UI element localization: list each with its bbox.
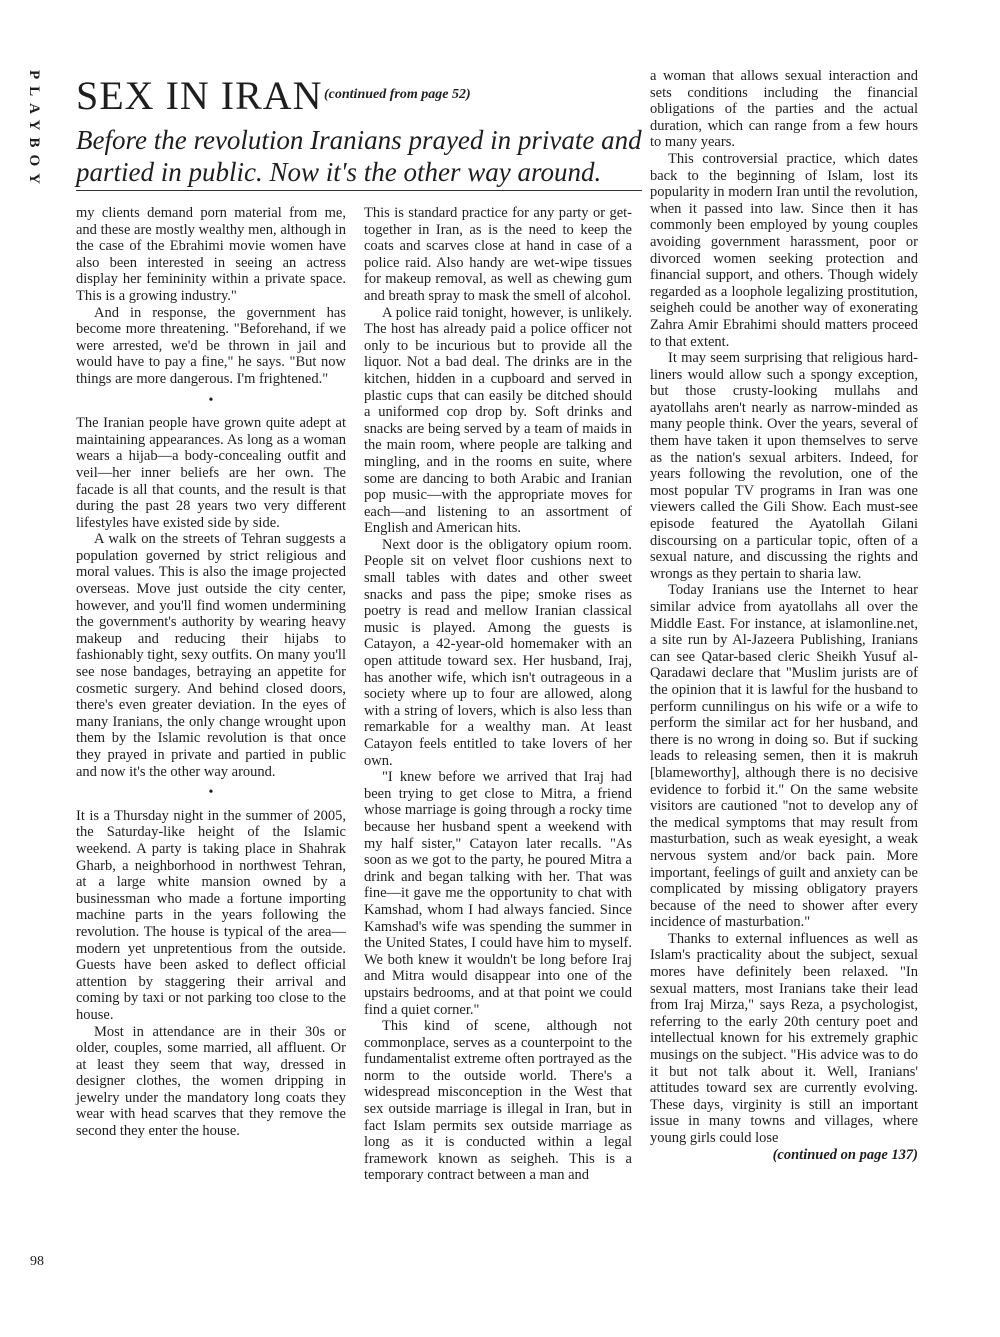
magazine-sidebar (24, 70, 44, 220)
column-1 (76, 205, 346, 1140)
article-deck: Before the revolution Iranians prayed in private and partied in public. Now it's the other way around. (76, 125, 642, 187)
paragraph: It may seem surprising that religious hard-liners would allow such a spongy exception, but those crusty-looking mullahs and ayatollahs aren't nearly as narrow-minded as many people think. Over the years, several of them have taken it upon themselves to serve as the nation's sexual arbiters. Indeed, for years following the revolution, one of the most popular TV programs in Iran was one viewers called the Gili Show. Each must-see episode featured the Ayatollah Gilani discoursing on a particular topic, often of a sexual nature, and discussing the rights and wrongs as they pertain to sharia law. (650, 350, 918, 582)
paragraph: A police raid tonight, however, is unlikely. The host has already paid a police officer not only to be incurious but to provide all the liquor. Not a bad deal. The drinks are in the kitchen, hidden in a cupboard and served in plastic cups that can easily be ditched should a uniformed cop drop by. Soft drinks and snacks are being served by a team of maids in the main room, where people are talking and mingling, and in the rooms en suite, where some are dancing to both Arabic and Iranian pop music—with the appropriate moves for each—and listening to an assortment of English and American hits. (364, 304, 632, 537)
column-3 (650, 68, 918, 1163)
section-separator: • (208, 785, 214, 801)
paragraph: Next door is the obligatory opium room. People sit on velvet floor cushions next to small tables with dates and other sweet snacks and pass the pipe; smoke rises as poetry is read and mellow Iranian classical music is played. Among the guests is Catayon, a 42-year-old homemaker with an open attitude toward sex. Her husband, Iraj, has another wife, which isn't outrageous in a society where up to four are allowed, along with a string of lovers, which is also less than remarkable for a wealthy man. At least Catayon feels entitled to take lovers of her own. (364, 536, 632, 769)
paragraph: Most in attendance are in their 30s or older, couples, some married, all affluent. Or at least they seem that way, dressed in designer clothes, the women dripping in jewelry under the mandatory long coats they wear with head scarves that they remove the second they enter the house. (76, 1023, 346, 1140)
paragraph: And in response, the government has become more threatening. "Beforehand, if we were arrested, we'd be thrown in jail and would have to pay a fine," he says. "But now things are more dangerous. I'm frightened." (76, 304, 346, 387)
continued-on-note: (continued on page 137) (772, 1146, 918, 1163)
paragraph: Thanks to external influences as well as Islam's practicality about the subject, sexual mores have definitely been relaxed. "In sexual matters, most Iranians take their lead from Iraj Mirza," says Reza, a psychologist, referring to the early 20th century poet and intellectual known for his extremely graphic musings on the subject. "His advice was to do it but not talk about it. Well, Iranians' attitudes toward sex are currently evolving. These days, virginity is still an important issue in many towns and villages, where young girls could lose (650, 930, 918, 1146)
paragraph: A walk on the streets of Tehran suggests a population governed by strict religious and moral values. This is also the image projected overseas. Move just outside the city center, however, and you'll find women undermining the government's authority by wearing heavy makeup and reducing their hijabs to fashionably tight, sexy outfits. On many you'll see nose bandages, betraying an appetite for cosmetic surgery. And behind closed doors, there's even greater deviation. In the eyes of many Iranians, the only change wrought upon them by the Islamic revolution is that once they prayed in private and partied in public and now it's the other way around. (76, 531, 346, 780)
paragraph: Today Iranians use the Internet to hear similar advice from ayatollahs all over the Middle East. For instance, at islamonline.net, a site run by Al-Jazeera Publishing, Iranians can see Qatar-based cleric Sheikh Yusuf al-Qaradawi declare that "Muslim jurists are of the opinion that it is lawful for the husband to perform cunnilingus on his wife or a wife to perform the similar act for her husband, and there is no wrong in doing so. But if sucking leads to releasing semen, then it is makruh [blameworthy], although there is no decisive evidence to forbid it." On the same website visitors are cautioned "not to develop any of the medical symptoms that may result from masturbation, such as weak eyesight, a weak nervous system and/or back pain. More important, feelings of guilt and anxiety can be complicated by missing obligatory prayers because of the need to shower after every incidence of masturbation." (650, 582, 918, 931)
paragraph: This controversial practice, which dates back to the beginning of Islam, lost its popularity in modern Iran until the revolution, when it passed into law. Since then it has commonly been employed by young couples avoiding government harassment, poor or divorced women seeking protection and financial support, and others. Though widely regarded as a loophole legalizing prostitution, seigheh could be another way of exonerating Zahra Amir Ebrahimi should matters proceed to that extent. (650, 150, 918, 350)
article-title: SEX IN IRAN (76, 73, 323, 118)
paragraph: a woman that allows sexual interaction and sets conditions including the financial obligations of the parties and the actual duration, which can range from a few hours to many years. (650, 68, 918, 151)
header-rule (76, 190, 642, 191)
page-number: 98 (30, 1254, 44, 1269)
magazine-name: PLAYBOY (26, 70, 42, 191)
paragraph: This kind of scene, although not commonplace, serves as a counterpoint to the fundamentalist extreme often portrayed as the norm to the outside world. There's a widespread misconception in the West that sex outside marriage is illegal in Iran, but in fact Islam permits sex outside marriage as long as it is conducted within a legal framework known as seigheh. This is a temporary contract between a man and (364, 1018, 632, 1184)
paragraph: The Iranian people have grown quite adept at maintaining appearances. As long as a woman wears a hijab—a body-concealing outfit and veil—her inner beliefs are her own. The facade is all that counts, and the result is that during the past 28 years two very different lifestyles have existed side by side. (76, 415, 346, 531)
paragraph: my clients demand porn material from me, and these are mostly wealthy men, although in the case of the Ebrahimi movie women have also been interested in seeing an actress display her femininity within a private space. This is a growing industry." (76, 205, 346, 304)
continued-from-note: (continued from page 52) (324, 87, 471, 102)
column-2 (364, 205, 632, 1184)
paragraph: It is a Thursday night in the summer of 2005, the Saturday-like height of the Islamic weekend. A party is taking place in Shahrak Gharb, a neighborhood in northwest Tehran, at a large white mansion owned by a businessman who made a fortune importing machine parts in the years following the revolution. The house is typical of the area—modern yet unpretentious from the outside. Guests have been asked to deflect official attention by staggering their arrival and coming by taxi or not parking too close to the house. (76, 807, 346, 1023)
section-separator: • (208, 392, 214, 408)
paragraph: This is standard practice for any party or get-together in Iran, as is the need to keep the coats and scarves close at hand in case of a police raid. Also handy are wet-wipe tissues for makeup removal, as well as chewing gum and breath spray to mask the smell of alcohol. (364, 205, 632, 304)
paragraph: "I knew before we arrived that Iraj had been trying to get close to Mitra, a friend whose marriage is going through a rocky time because her husband spent a weekend with my half sister," Catayon later recalls. "As soon as we got to the party, he poured Mitra a drink and began talking with her. That was fine—it gave me the opportunity to chat with Kamshad, whom I had always fancied. Since Kamshad's wife was spending the summer in the United States, I could have him to myself. We both knew it wouldn't be long before Iraj and Mitra would disappear into one of the upstairs bedrooms, and at that point we could find a quiet corner." (364, 769, 632, 1018)
